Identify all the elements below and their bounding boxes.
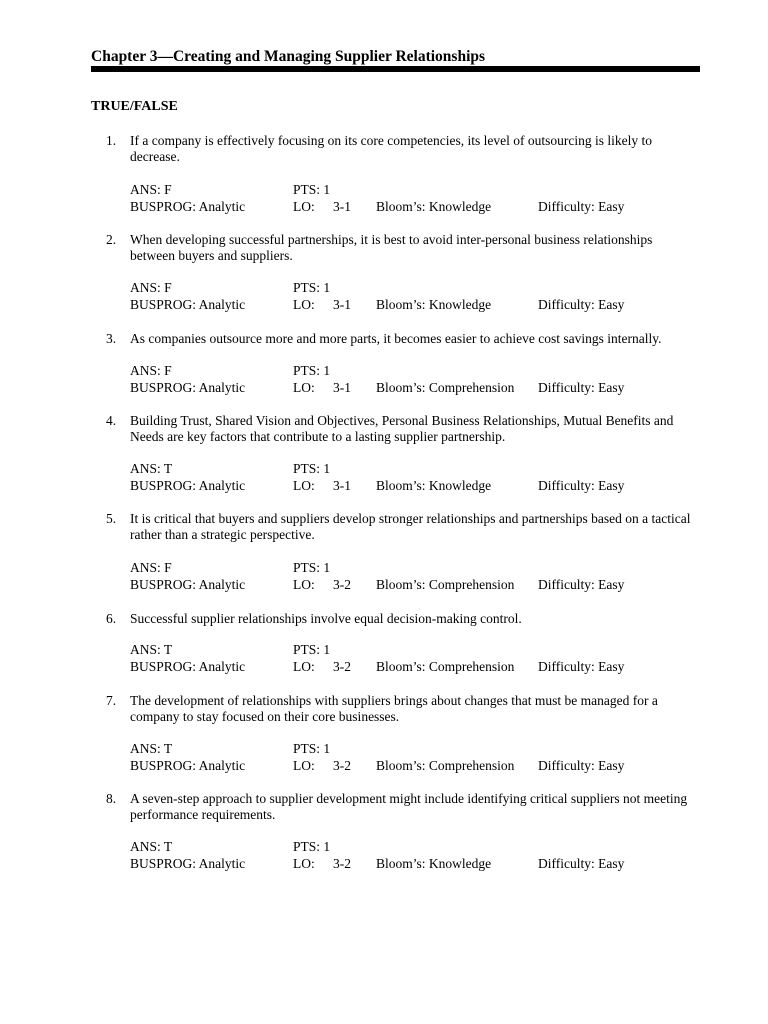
answer-row <box>0 461 768 477</box>
metadata-row <box>0 297 768 313</box>
answer-value: ANS: T <box>130 461 173 476</box>
bloom-value: Bloom’s: Knowledge <box>376 856 492 871</box>
metadata-row <box>0 659 768 675</box>
lo-label: LO: <box>293 659 315 674</box>
question-text: As companies outsource more and more parts, it becomes easier to achieve cost savings internally. <box>130 331 662 346</box>
lo-label: LO: <box>293 577 315 592</box>
busprog-value: BUSPROG: Analytic <box>130 659 246 674</box>
bloom-value: Bloom’s: Knowledge <box>376 199 492 214</box>
lo-label: LO: <box>293 478 315 493</box>
busprog-value: BUSPROG: Analytic <box>130 758 246 773</box>
question-number: 2. <box>106 232 117 247</box>
lo-label: LO: <box>293 380 315 395</box>
question-text: The development of relationships with suppliers brings about changes that must be managed for a company to stay focused on their core businesses. <box>130 693 658 724</box>
question-text: A seven-step approach to supplier development might include identifying critical suppliers not meeting performance requirements. <box>130 791 688 822</box>
question-number: 3. <box>106 331 117 346</box>
busprog-value: BUSPROG: Analytic <box>130 577 246 592</box>
question-number: 5. <box>106 511 117 526</box>
points-value: PTS: 1 <box>293 560 331 575</box>
answer-row <box>0 363 768 379</box>
question-number: 1. <box>106 133 117 148</box>
points-value: PTS: 1 <box>293 182 331 197</box>
difficulty-value: Difficulty: Easy <box>538 758 625 773</box>
points-value: PTS: 1 <box>293 839 331 854</box>
answer-value: ANS: T <box>130 741 173 756</box>
question-text: Building Trust, Shared Vision and Objectives, Personal Business Relationships, Mutual Benefits and Needs are key factors that contribute to a lasting supplier partnership. <box>130 413 674 444</box>
lo-value: 3-1 <box>333 297 351 312</box>
answer-value: ANS: T <box>130 839 173 854</box>
busprog-value: BUSPROG: Analytic <box>130 380 246 395</box>
busprog-value: BUSPROG: Analytic <box>130 199 246 214</box>
bloom-value: Bloom’s: Knowledge <box>376 297 492 312</box>
answer-row <box>0 182 768 198</box>
bloom-value: Bloom’s: Comprehension <box>376 577 515 592</box>
bloom-value: Bloom’s: Knowledge <box>376 478 492 493</box>
lo-value: 3-2 <box>333 758 351 773</box>
points-value: PTS: 1 <box>293 461 331 476</box>
bloom-value: Bloom’s: Comprehension <box>376 758 515 773</box>
answer-row <box>0 642 768 658</box>
lo-label: LO: <box>293 199 315 214</box>
question-text: When developing successful partnerships, it is best to avoid inter-personal business relationships between buyers and suppliers. <box>130 232 653 263</box>
lo-label: LO: <box>293 297 315 312</box>
points-value: PTS: 1 <box>293 280 331 295</box>
difficulty-value: Difficulty: Easy <box>538 199 625 214</box>
metadata-row <box>0 199 768 215</box>
metadata-row <box>0 856 768 872</box>
difficulty-value: Difficulty: Easy <box>538 577 625 592</box>
answer-value: ANS: F <box>130 560 172 575</box>
answer-row <box>0 560 768 576</box>
answer-row <box>0 741 768 757</box>
lo-value: 3-2 <box>333 577 351 592</box>
question-number: 4. <box>106 413 117 428</box>
difficulty-value: Difficulty: Easy <box>538 380 625 395</box>
question-text: It is critical that buyers and suppliers develop stronger relationships and partnerships based on a tactical rather than a strategic perspective. <box>130 511 691 542</box>
question-number: 8. <box>106 791 117 806</box>
chapter-title: Chapter 3—Creating and Managing Supplier Relationships <box>91 48 486 65</box>
lo-value: 3-2 <box>333 856 351 871</box>
bloom-value: Bloom’s: Comprehension <box>376 380 515 395</box>
difficulty-value: Difficulty: Easy <box>538 297 625 312</box>
lo-value: 3-1 <box>333 478 351 493</box>
lo-value: 3-2 <box>333 659 351 674</box>
question-text: Successful supplier relationships involve equal decision-making control. <box>130 611 522 626</box>
busprog-value: BUSPROG: Analytic <box>130 478 246 493</box>
answer-row <box>0 839 768 855</box>
metadata-row <box>0 380 768 396</box>
answer-row <box>0 280 768 296</box>
metadata-row <box>0 758 768 774</box>
answer-value: ANS: F <box>130 363 172 378</box>
metadata-row <box>0 577 768 593</box>
lo-label: LO: <box>293 856 315 871</box>
busprog-value: BUSPROG: Analytic <box>130 297 246 312</box>
question-number: 7. <box>106 693 117 708</box>
points-value: PTS: 1 <box>293 363 331 378</box>
section-title: TRUE/FALSE <box>91 99 178 114</box>
difficulty-value: Difficulty: Easy <box>538 856 625 871</box>
answer-value: ANS: F <box>130 280 172 295</box>
busprog-value: BUSPROG: Analytic <box>130 856 246 871</box>
question-text: If a company is effectively focusing on its core competencies, its level of outsourcing is likely to decrease. <box>130 133 652 164</box>
answer-value: ANS: F <box>130 182 172 197</box>
question-number: 6. <box>106 611 117 626</box>
metadata-row <box>0 478 768 494</box>
answer-value: ANS: T <box>130 642 173 657</box>
difficulty-value: Difficulty: Easy <box>538 478 625 493</box>
lo-label: LO: <box>293 758 315 773</box>
difficulty-value: Difficulty: Easy <box>538 659 625 674</box>
points-value: PTS: 1 <box>293 741 331 756</box>
bloom-value: Bloom’s: Comprehension <box>376 659 515 674</box>
lo-value: 3-1 <box>333 380 351 395</box>
points-value: PTS: 1 <box>293 642 331 657</box>
lo-value: 3-1 <box>333 199 351 214</box>
title-rule <box>91 66 700 72</box>
